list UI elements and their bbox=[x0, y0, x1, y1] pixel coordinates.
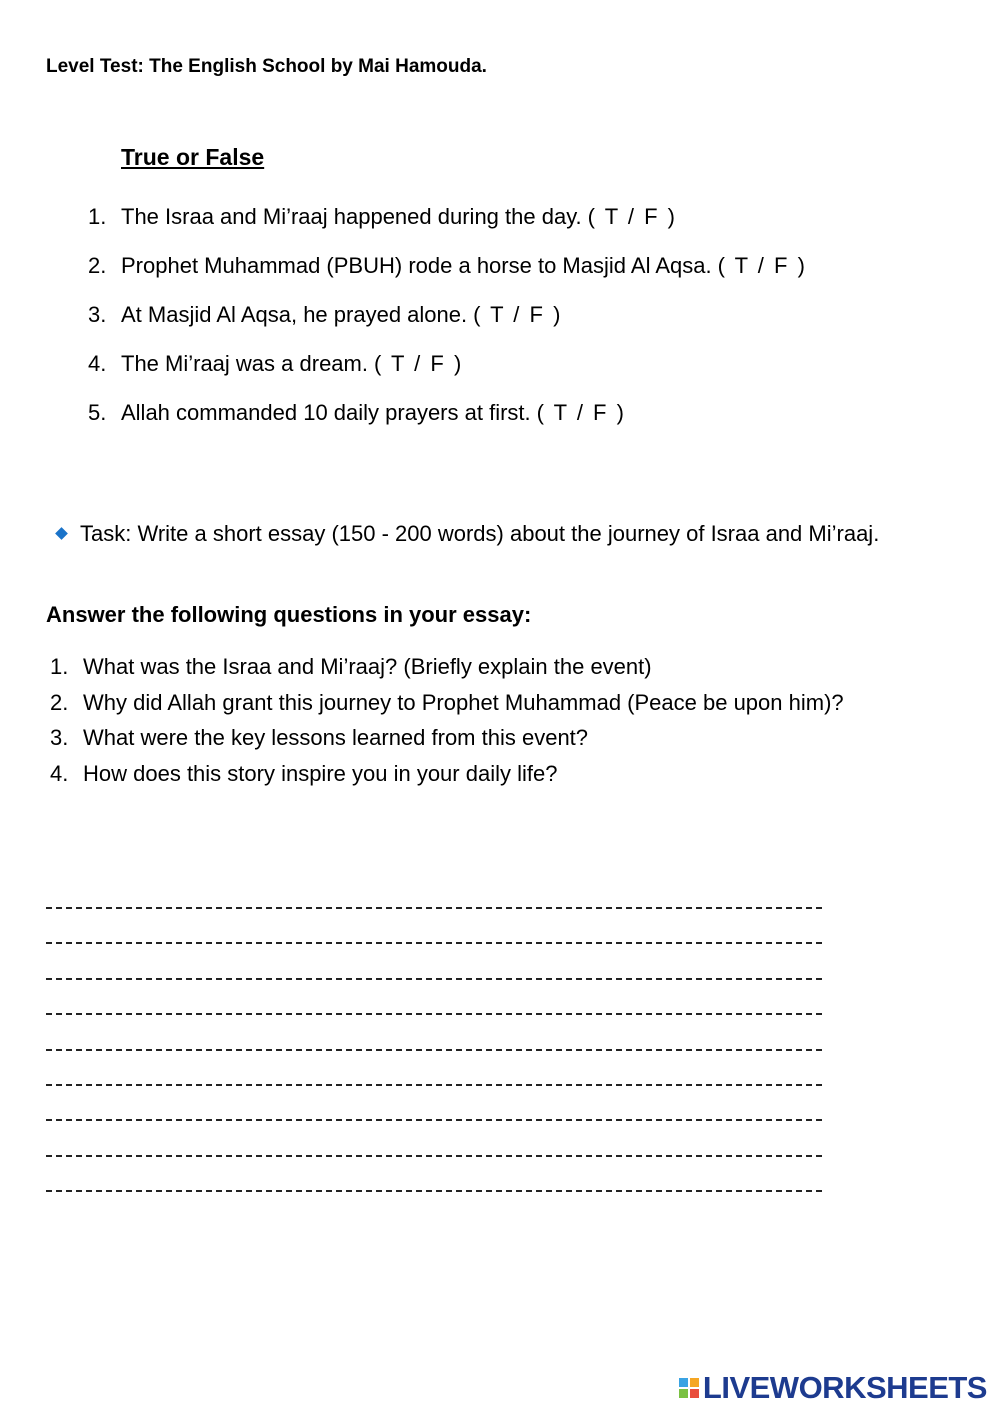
diamond-icon bbox=[55, 527, 68, 540]
logo-text: LIVEWORKSHEETS bbox=[702, 1370, 987, 1405]
item-statement: At Masjid Al Aqsa, he prayed alone. bbox=[121, 302, 468, 327]
item-number: 3. bbox=[88, 302, 107, 327]
item-number: 2. bbox=[88, 253, 107, 278]
essay-questions-list bbox=[50, 649, 930, 791]
answer-line[interactable] bbox=[46, 996, 822, 1031]
item-number: 1. bbox=[88, 204, 107, 229]
essay-task-text: Task: Write a short essay (150 - 200 words) about the journey of Israa and Mi’raaj. bbox=[80, 521, 880, 546]
true-false-item bbox=[88, 302, 968, 351]
item-statement: Prophet Muhammad (PBUH) rode a horse to Masjid Al Aqsa. bbox=[121, 253, 712, 278]
item-statement: Allah commanded 10 daily prayers at first. bbox=[121, 400, 531, 425]
true-false-choice[interactable]: ( T / F ) bbox=[587, 204, 675, 229]
answer-line[interactable] bbox=[46, 1102, 822, 1137]
answer-line[interactable] bbox=[46, 890, 822, 925]
item-statement: The Mi’raaj was a dream. bbox=[121, 351, 368, 376]
answer-line[interactable] bbox=[46, 961, 822, 996]
question-number: 1. bbox=[50, 654, 69, 679]
essay-question bbox=[50, 756, 930, 792]
true-false-item bbox=[88, 400, 968, 449]
true-false-title: True or False bbox=[121, 144, 265, 170]
answer-line[interactable] bbox=[46, 1138, 822, 1173]
true-false-choice[interactable]: ( T / F ) bbox=[373, 351, 462, 376]
true-false-item bbox=[88, 253, 968, 302]
true-false-choice[interactable]: ( T / F ) bbox=[717, 253, 805, 278]
true-false-choice[interactable]: ( T / F ) bbox=[473, 302, 561, 327]
essay-question bbox=[50, 720, 930, 756]
true-false-item bbox=[88, 204, 968, 253]
essay-task bbox=[46, 516, 946, 552]
answer-line[interactable] bbox=[46, 925, 822, 960]
true-false-item bbox=[88, 351, 968, 400]
answer-line[interactable] bbox=[46, 1173, 822, 1208]
question-text: Why did Allah grant this journey to Prophet Muhammad (Peace be upon him)? bbox=[83, 689, 844, 715]
true-false-choice[interactable]: ( T / F ) bbox=[536, 400, 624, 425]
liveworksheets-logo bbox=[679, 1370, 987, 1406]
item-number: 5. bbox=[88, 400, 107, 425]
answer-line[interactable] bbox=[46, 1032, 822, 1067]
essay-question bbox=[50, 649, 930, 685]
true-false-list bbox=[88, 204, 968, 449]
question-number: 2. bbox=[50, 689, 69, 715]
answer-line[interactable] bbox=[46, 1067, 822, 1102]
worksheet-header: Level Test: The English School by Mai Hamouda. bbox=[46, 56, 487, 77]
question-text: What were the key lessons learned from this event? bbox=[83, 725, 589, 750]
item-statement: The Israa and Mi’raaj happened during the day. bbox=[121, 204, 582, 229]
question-number: 3. bbox=[50, 725, 69, 750]
question-text: What was the Israa and Mi’raaj? (Briefly explain the event) bbox=[83, 654, 652, 679]
item-number: 4. bbox=[88, 351, 107, 376]
essay-instructions: Answer the following questions in your essay: bbox=[46, 602, 532, 627]
question-text: How does this story inspire you in your daily life? bbox=[83, 760, 558, 786]
liveworksheets-logo-icon bbox=[679, 1378, 699, 1398]
answer-lines[interactable] bbox=[46, 890, 822, 1209]
question-number: 4. bbox=[50, 760, 69, 786]
essay-question bbox=[50, 685, 930, 721]
